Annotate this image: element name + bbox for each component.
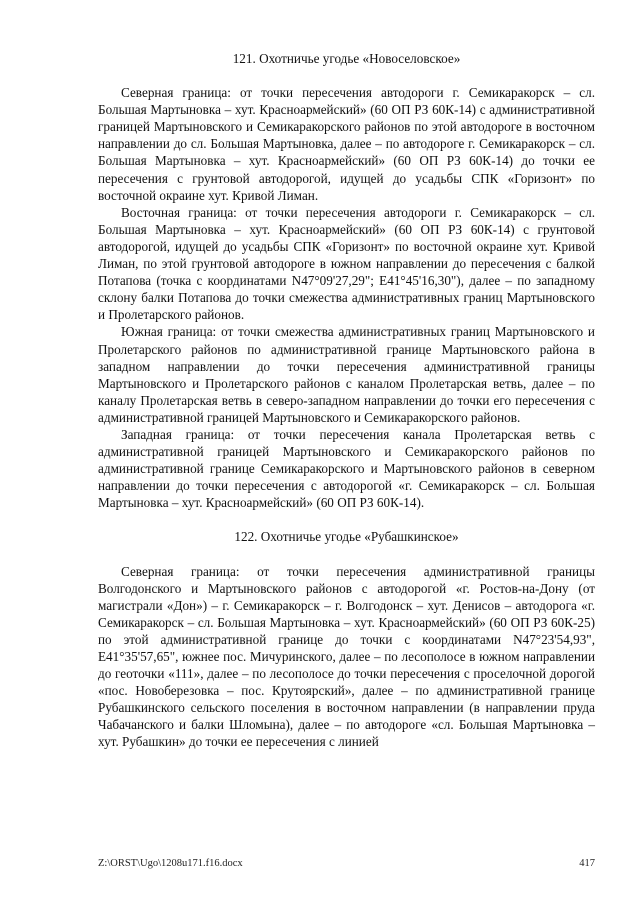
paragraph-north-border-121: Северная граница: от точки пересечения автодороги г. Семикаракорск – сл. Большая Мартыновка – хут. Красноармейский» (60 ОП РЗ 60К-14) с административной границей Мартыновского и Семикаракорского районов по этой автодороге в восточном направлении до сл. Большая Мартыновка, далее – по автодороге г. Семикаракорск – сл. Большая Мартыновка – хут. Красноармейский» (60 ОП РЗ 60К-14) до точки ее пересечения с грунтовой автодорогой, идущей до усадьбы СПК «Горизонт» по восточной окраине хут. Кривой Лиман. — [98, 85, 595, 203]
document-body — [98, 50, 595, 751]
section-spacer — [98, 511, 595, 528]
footer-page-number: 417 — [579, 858, 595, 869]
section-title-122: 122. Охотничье угодье «Рубашкинское» — [234, 529, 459, 545]
section-title-121: 121. Охотничье угодье «Новоселовское» — [232, 51, 461, 66]
paragraph-north-border-122: Северная граница: от точки пересечения административной границы Волгодонского и Мартыновского районов с автодорогой «г. Ростов-на-Дону (от магистрали «Дон») – г. Семикаракорск – г. Волгодонск – хут. Денисов – автодорога «г. Семикаракорск – сл. Большая Мартыновка – хут. Красноармейский» (60 ОП РЗ 60К-25) по этой административной границе до точки с координатами N47°23'54,93", E41°35'57,65", южнее пос. Мичуринского, далее – по лесополосе в южном направлении до геоточки «111», далее – по лесополосе до точки пересечения с проселочной дорогой «пос. Новоберезовка – пос. Крутоярский», далее – по административной границе Рубашкинского сельского поселения в восточном направлении (в направлении пруда Чабачанского и балки Шломына), далее – по автодороге «сл. Большая Мартыновка – хут. Рубашкин» до точки ее пересечения с линией — [98, 563, 595, 750]
paragraph-east-border-121: Восточная граница: от точки пересечения автодороги г. Семикаракорск – сл. Большая Мартыновка – хут. Красноармейский» (60 ОП РЗ 60К-14) с грунтовой автодорогой, идущей до усадьбы СПК «Горизонт» по восточной окраине хут. Кривой Лиман, по этой грунтовой автодороге в южном направлении до пересечения с балкой Потапова (точка с координатами N47°09'27,29"; E41°45'16,30"), далее – по западному склону балки Потапова до точки смежества административных границ Мартыновского и Пролетарского районов. — [98, 204, 595, 323]
paragraph-south-border-121: Южная граница: от точки смежества административных границ Мартыновского и Пролетарского районов по административной границе Мартыновского района в западном направлении до точки пересечения административной границы Мартыновского и Пролетарского районов с каналом Пролетарская ветвь, далее – по каналу Пролетарская ветвь в северо-западном направлении до точки его пересечения с административной границей Мартыновского и Семикаракорского районов. — [98, 324, 595, 425]
footer-file-path: Z:\ORST\Ugo\1208u171.f16.docx — [98, 858, 243, 869]
paragraph-west-border-121: Западная граница: от точки пересечения канала Пролетарская ветвь с административной границей Мартыновского и Семикаракорского районов по административной границе Семикаракорского и Мартыновского районов в северном направлении до точки пересечения с автодорогой «г. Семикаракорск – сл. Большая Мартыновка – хут. Красноармейский» (60 ОП РЗ 60К-14). — [98, 426, 595, 511]
